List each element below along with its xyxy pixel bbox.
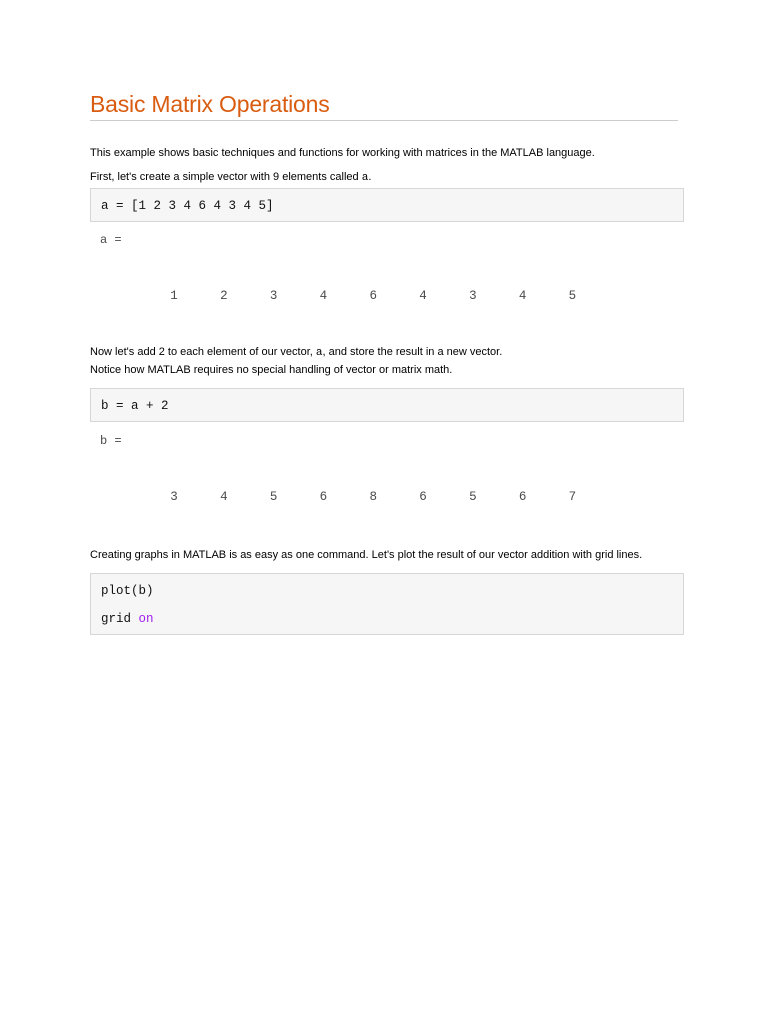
step2-paragraph-line1 [90, 344, 502, 362]
output-a-value: 1 [170, 289, 178, 303]
output-b-value: 5 [269, 490, 278, 504]
code-line-grid [101, 605, 673, 633]
code-block-add-vector[interactable] [90, 388, 684, 422]
step2-paragraph-line2: Notice how MATLAB requires no special handling of vector or matrix math. [90, 364, 453, 376]
code-block-plot[interactable] [90, 573, 684, 635]
output-label-a: a = [100, 233, 122, 247]
output-values-a [128, 289, 576, 303]
step1-text-after: . [368, 171, 372, 183]
page-title: Basic Matrix Operations [90, 90, 678, 121]
output-a-value: 6 [369, 289, 377, 303]
grid-argument: on [138, 612, 154, 626]
step1-paragraph [90, 169, 371, 187]
output-a-value: 3 [269, 289, 278, 303]
output-b-value: 4 [220, 490, 228, 504]
output-a-value: 2 [220, 289, 228, 303]
output-a-value: 4 [419, 289, 427, 303]
output-a-value: 3 [469, 289, 477, 303]
code-line-b: b = a + 2 [101, 399, 169, 413]
output-b-value: 7 [568, 490, 577, 504]
output-b-value: 6 [518, 490, 527, 504]
step1-text-before: First, let's create a simple vector with 9 elements called [90, 171, 362, 183]
output-a-value: 4 [518, 289, 527, 303]
code-block-create-vector[interactable] [90, 188, 684, 222]
output-b-value: 6 [319, 490, 328, 504]
intro-paragraph: This example shows basic techniques and functions for working with matrices in the MATLAB language. [90, 147, 595, 159]
output-b-value: 8 [369, 490, 377, 504]
grid-command: grid [101, 612, 139, 626]
output-a-value: 5 [568, 289, 577, 303]
output-values-b [128, 490, 576, 504]
code-line-a: a = [1 2 3 4 6 4 3 4 5] [101, 199, 274, 213]
output-b-value: 5 [469, 490, 477, 504]
output-b-value: 3 [170, 490, 178, 504]
step2-text-after: , and store the result in a new vector. [322, 346, 503, 358]
step1-var: a [361, 172, 369, 184]
step2-var: a [315, 347, 323, 359]
document-page [90, 90, 678, 626]
code-line-plot: plot(b) [101, 584, 154, 598]
output-b-value: 6 [419, 490, 427, 504]
step2-text-before: Now let's add 2 to each element of our vector, [90, 346, 316, 358]
output-label-b: b = [100, 434, 122, 448]
output-a-value: 4 [319, 289, 328, 303]
step3-paragraph: Creating graphs in MATLAB is as easy as one command. Let's plot the result of our vector addition with grid lines. [90, 549, 643, 561]
